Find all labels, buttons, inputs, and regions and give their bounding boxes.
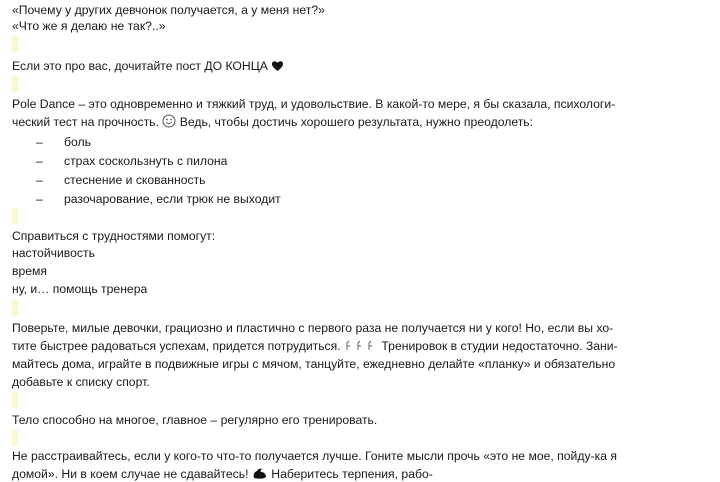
bullet-item: разочарование, если трюк не выходит xyxy=(64,192,281,206)
read-to-end-text: Если это про вас, дочитайте пост ДО КОНЦА xyxy=(12,59,268,73)
quote-line-1: «Почему у других девчонок получается, а у меня нет?» xyxy=(12,3,325,17)
paragraph-marker xyxy=(12,392,18,408)
pole-dance-line-2 xyxy=(12,114,533,130)
bullet-dash: – xyxy=(36,173,43,187)
upset-line-2-end: Наберитесь терпения, рабо- xyxy=(271,467,433,481)
read-to-end-line xyxy=(12,58,284,74)
believe-line-1: Поверьте, милые девочки, грациозно и пластично с первого раза не получается ни у кого! Но, если вы хо- xyxy=(12,321,614,335)
upset-line-1: Не расстраивайтесь, если у кого-то что-то получается лучше. Гоните мысли прочь «это не мое, пойду-ка я xyxy=(12,449,617,463)
quote-line-2: «Что же я делаю не так?..» xyxy=(12,19,166,33)
pole-dance-line-1: Pole Dance – это одновременно и тяжкий труд, и удовольствие. В какой-то мере, я бы сказала, психологи- xyxy=(12,97,616,111)
paragraph-marker xyxy=(12,300,18,316)
heart-icon xyxy=(271,60,284,72)
bullet-item: боль xyxy=(64,135,91,149)
believe-line-2-start: тите быстрее радоваться успехам, придется потрудиться. xyxy=(12,339,341,353)
bullet-item: страх соскользнуть с пилона xyxy=(64,154,228,168)
flexed-biceps-icon xyxy=(252,467,268,480)
believe-line-2-end: Тренировок в студии недостаточно. Зани- xyxy=(381,339,618,353)
bullet-item: стеснение и скованность xyxy=(64,173,206,187)
pole-dance-line-2-start: ческий тест на прочность. xyxy=(12,115,159,129)
upset-line-2-start: домой». Ни в коем случае не сдавайтесь! xyxy=(12,467,249,481)
paragraph-marker xyxy=(12,430,18,446)
cope-item-2: время xyxy=(12,264,48,278)
bullet-dash: – xyxy=(36,154,43,168)
muscle-emoji-icons xyxy=(344,340,378,352)
believe-line-2 xyxy=(12,338,618,354)
cope-item-3: ну, и… помощь тренера xyxy=(12,282,148,296)
cope-title: Справиться с трудностями помогут: xyxy=(12,229,216,243)
paragraph-marker xyxy=(12,76,18,92)
pole-dance-line-2-end: Ведь, чтобы достичь хорошего результата, нужно преодолеть: xyxy=(179,115,534,129)
bullet-dash: – xyxy=(36,192,43,206)
bullet-dash: – xyxy=(36,135,43,149)
believe-line-3: майтесь дома, играйте в подвижные игры с мячом, танцуйте, ежедневно делайте «планку» и обязательно xyxy=(12,357,616,371)
cope-item-1: настойчивость xyxy=(12,246,95,260)
smile-icon xyxy=(162,114,176,128)
paragraph-marker xyxy=(12,36,18,52)
body-can-line: Тело способно на многое, главное – регулярно его тренировать. xyxy=(12,413,378,427)
paragraph-marker xyxy=(12,208,18,224)
believe-line-4: добавьте к списку спорт. xyxy=(12,375,150,389)
